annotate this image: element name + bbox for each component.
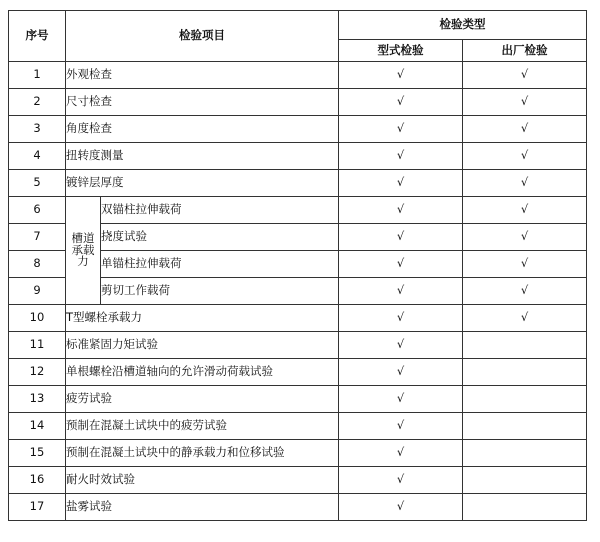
table-row xyxy=(9,467,587,494)
inspection-table xyxy=(8,10,587,521)
table-row xyxy=(9,170,587,197)
row-item: 尺寸检查 xyxy=(66,89,339,116)
table-row xyxy=(9,413,587,440)
table-row xyxy=(9,494,587,521)
row-item: 剪切工作载荷 xyxy=(101,278,339,305)
header-type: 检验类型 xyxy=(339,11,587,40)
type-test-check: √ xyxy=(339,224,463,251)
factory-test-check: √ xyxy=(463,62,587,89)
row-number: 9 xyxy=(9,278,66,305)
type-test-check: √ xyxy=(339,386,463,413)
factory-test-check xyxy=(463,494,587,521)
factory-test-check xyxy=(463,386,587,413)
header-factory-test: 出厂检验 xyxy=(463,40,587,62)
row-number: 5 xyxy=(9,170,66,197)
type-test-check: √ xyxy=(339,89,463,116)
row-number: 6 xyxy=(9,197,66,224)
type-test-check: √ xyxy=(339,413,463,440)
type-test-check: √ xyxy=(339,143,463,170)
row-number: 13 xyxy=(9,386,66,413)
factory-test-check: √ xyxy=(463,251,587,278)
factory-test-check: √ xyxy=(463,305,587,332)
group-label-channel-capacity xyxy=(66,197,101,305)
type-test-check: √ xyxy=(339,170,463,197)
row-item: 预制在混凝土试块中的疲劳试验 xyxy=(66,413,339,440)
type-test-check: √ xyxy=(339,62,463,89)
row-item: 双锚柱拉伸载荷 xyxy=(101,197,339,224)
factory-test-check: √ xyxy=(463,116,587,143)
row-item: 角度检查 xyxy=(66,116,339,143)
factory-test-check: √ xyxy=(463,197,587,224)
table-row xyxy=(9,89,587,116)
row-number: 10 xyxy=(9,305,66,332)
table-row xyxy=(9,332,587,359)
row-item: 挠度试验 xyxy=(101,224,339,251)
row-item: 单根螺栓沿槽道轴向的允许滑动荷载试验 xyxy=(66,359,339,386)
table-row xyxy=(9,305,587,332)
row-number: 8 xyxy=(9,251,66,278)
row-number: 17 xyxy=(9,494,66,521)
type-test-check: √ xyxy=(339,278,463,305)
row-item: 盐雾试验 xyxy=(66,494,339,521)
table-row xyxy=(9,116,587,143)
row-item: 预制在混凝土试块中的静承载力和位移试验 xyxy=(66,440,339,467)
row-number: 11 xyxy=(9,332,66,359)
factory-test-check: √ xyxy=(463,224,587,251)
row-item: 耐火时效试验 xyxy=(66,467,339,494)
header-type-test: 型式检验 xyxy=(339,40,463,62)
row-item: 单锚柱拉伸载荷 xyxy=(101,251,339,278)
row-number: 4 xyxy=(9,143,66,170)
row-number: 12 xyxy=(9,359,66,386)
table-row xyxy=(9,386,587,413)
table-row xyxy=(9,62,587,89)
type-test-check: √ xyxy=(339,359,463,386)
header-seq: 序号 xyxy=(9,11,66,62)
type-test-check: √ xyxy=(339,467,463,494)
row-item: T型螺栓承载力 xyxy=(66,305,339,332)
factory-test-check xyxy=(463,413,587,440)
type-test-check: √ xyxy=(339,116,463,143)
row-number: 2 xyxy=(9,89,66,116)
factory-test-check: √ xyxy=(463,278,587,305)
group-label-line: 承载 xyxy=(71,242,95,257)
row-item: 外观检查 xyxy=(66,62,339,89)
row-item: 标准紧固力矩试验 xyxy=(66,332,339,359)
row-item: 镀锌层厚度 xyxy=(66,170,339,197)
row-item: 疲劳试验 xyxy=(66,386,339,413)
type-test-check: √ xyxy=(339,251,463,278)
factory-test-check xyxy=(463,467,587,494)
table-row xyxy=(9,359,587,386)
row-number: 7 xyxy=(9,224,66,251)
header-row-1 xyxy=(9,11,587,40)
type-test-check: √ xyxy=(339,197,463,224)
type-test-check: √ xyxy=(339,305,463,332)
type-test-check: √ xyxy=(339,494,463,521)
header-item: 检验项目 xyxy=(66,11,339,62)
type-test-check: √ xyxy=(339,440,463,467)
factory-test-check xyxy=(463,440,587,467)
row-item: 扭转度测量 xyxy=(66,143,339,170)
group-label-line: 力 xyxy=(77,254,89,269)
row-number: 16 xyxy=(9,467,66,494)
group-label-line: 槽道 xyxy=(71,231,95,246)
row-number: 3 xyxy=(9,116,66,143)
table-row xyxy=(9,440,587,467)
row-number: 1 xyxy=(9,62,66,89)
factory-test-check: √ xyxy=(463,143,587,170)
factory-test-check: √ xyxy=(463,89,587,116)
table-row xyxy=(9,143,587,170)
row-number: 15 xyxy=(9,440,66,467)
factory-test-check xyxy=(463,332,587,359)
factory-test-check: √ xyxy=(463,170,587,197)
table-row xyxy=(9,197,587,224)
type-test-check: √ xyxy=(339,332,463,359)
factory-test-check xyxy=(463,359,587,386)
row-number: 14 xyxy=(9,413,66,440)
